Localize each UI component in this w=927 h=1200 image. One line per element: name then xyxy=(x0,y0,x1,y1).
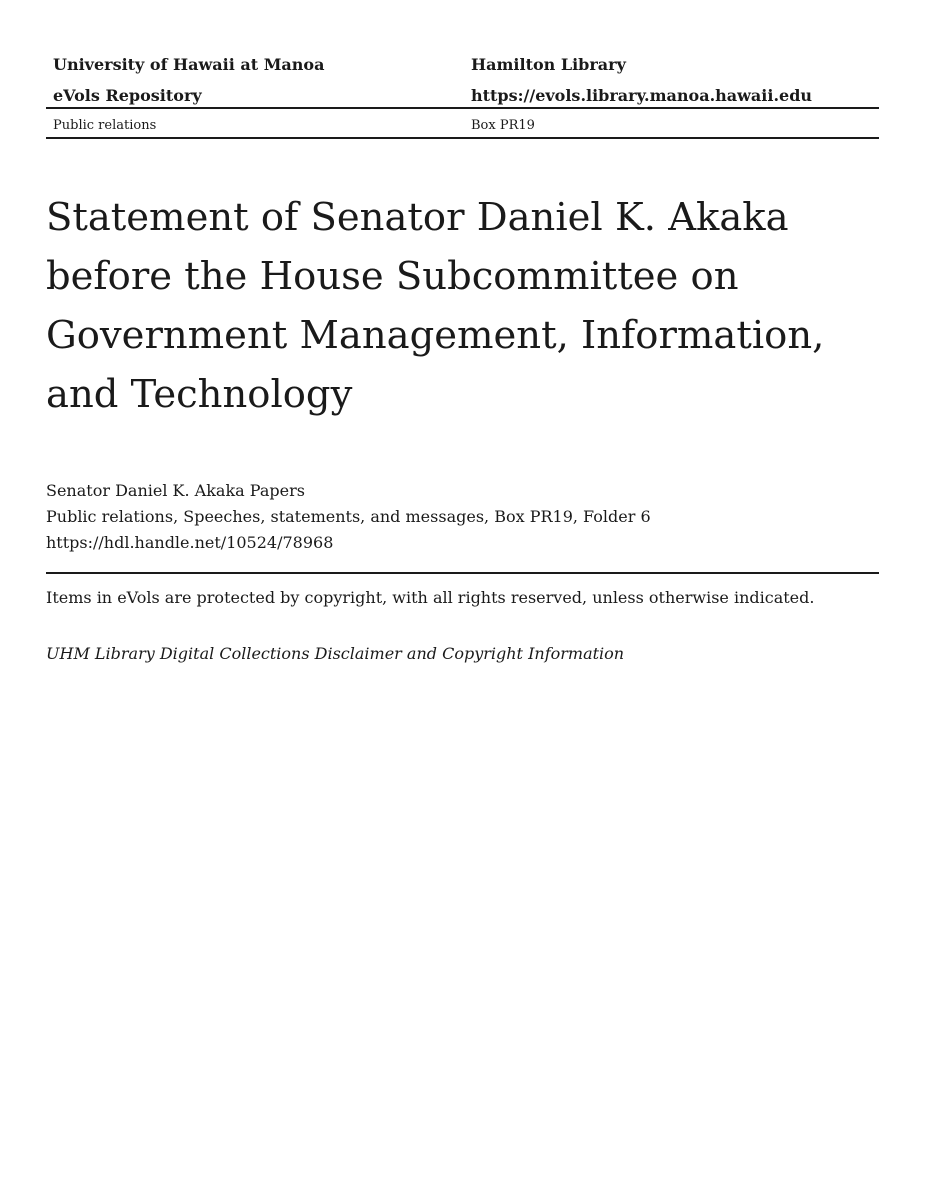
copyright-notice: Items in eVols are protected by copyright, with all rights reserved, unless otherwise indicated. xyxy=(46,588,815,607)
collection-name: Senator Daniel K. Akaka Papers xyxy=(46,481,305,500)
box-label: Box PR19 xyxy=(471,118,535,133)
document-page xyxy=(46,0,879,1200)
subheader-divider xyxy=(46,137,879,139)
metadata-divider xyxy=(46,572,879,574)
repository-url[interactable]: https://evols.library.manoa.hawaii.edu xyxy=(471,86,813,105)
series-label: Public relations xyxy=(53,118,157,133)
header xyxy=(46,52,879,114)
header-divider xyxy=(46,107,879,109)
folder-location: Public relations, Speeches, statements, and messages, Box PR19, Folder 6 xyxy=(46,507,651,526)
document-title: Statement of Senator Daniel K. Akaka before the House Subcommittee on Government Management, Information, and Technology xyxy=(46,195,825,417)
handle-link[interactable]: https://hdl.handle.net/10524/78968 xyxy=(46,533,334,552)
header-row-1 xyxy=(46,52,879,83)
library-name: Hamilton Library xyxy=(471,55,626,74)
repository-name: eVols Repository xyxy=(53,86,202,105)
disclaimer-link[interactable]: UHM Library Digital Collections Disclaimer and Copyright Information xyxy=(46,644,625,663)
header-subrow xyxy=(46,112,879,138)
document-metadata xyxy=(46,478,879,556)
header-row-2 xyxy=(46,83,879,114)
institution-name: University of Hawaii at Manoa xyxy=(53,55,325,74)
